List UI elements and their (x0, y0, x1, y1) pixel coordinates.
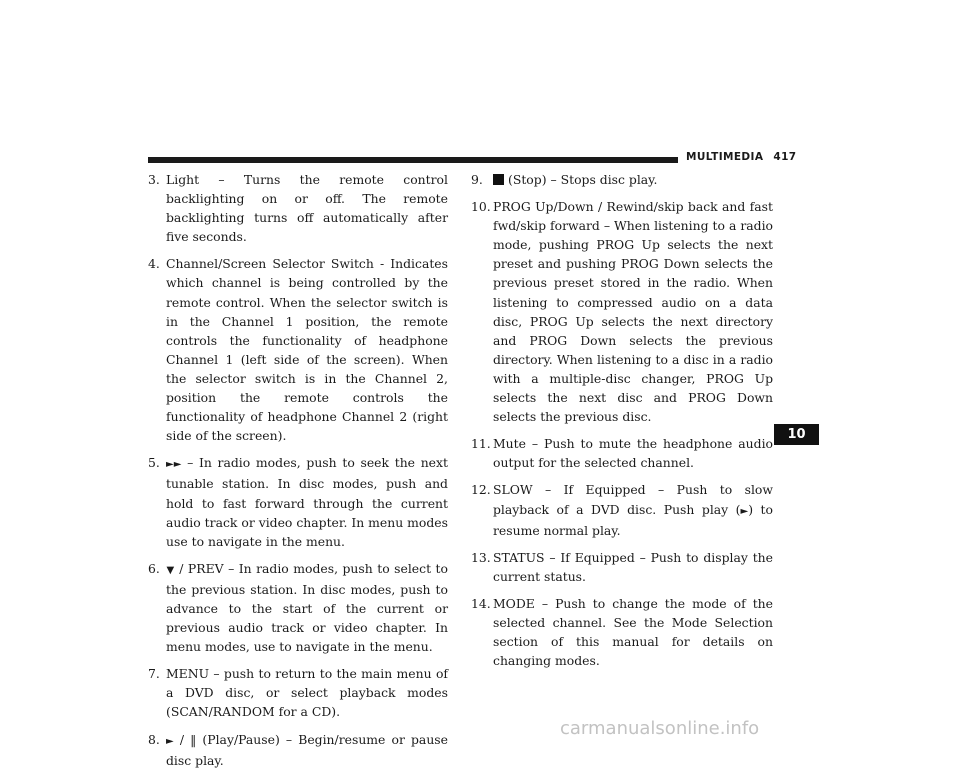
item-text-before: SLOW – If Equipped – Push to slow playback of a DVD disc. Push play ( (493, 482, 773, 517)
list-item (471, 594, 773, 670)
item-number: 3. (148, 172, 160, 187)
item-text: MENU – push to return to the main menu of a DVD disc, or select playback modes (SCAN/RANDOM for a CD). (166, 666, 448, 720)
item-text: STATUS – If Equipped – Push to display the current status. (493, 549, 773, 584)
item-text: Light – Turns the remote control backlighting on or off. The remote backlighting turns off automatically after five seconds. (166, 172, 448, 245)
list-item (148, 730, 448, 770)
list-item (471, 480, 773, 539)
running-header (686, 151, 797, 163)
item-number: 8. (148, 731, 160, 747)
item-text: / PREV – In radio modes, push to select to the previous station. In disc modes, push to advance to the start of the current or previous audio track or video chapter. In menu modes, use to navigate in the menu. (166, 560, 448, 655)
play-icon: ► (166, 735, 174, 747)
fast-forward-icon: ►► (166, 459, 182, 471)
list-item (471, 548, 773, 586)
list-item (471, 197, 773, 426)
watermark: carmanualsonline.info (560, 718, 760, 739)
play-icon: ► (740, 505, 749, 517)
item-number: 7. (148, 666, 160, 682)
item-text: Channel/Screen Selector Switch - Indicates which channel is being controlled by the remote control. When the selector switch is in the Channel 1 position, the remote controls the functionality of headphone Channel 1 (left side of the screen). When the selector switch is in the Channel 2, position the remote controls the functionality of headphone Channel 2 (right side of the screen). (166, 256, 448, 444)
list-item (471, 434, 773, 472)
item-text: (Stop) – Stops disc play. (508, 172, 658, 187)
item-text: Mute – Push to mute the headphone audio output for the selected channel. (493, 436, 773, 471)
list-item (471, 170, 773, 189)
item-text: / ‖ (Play/Pause) – Begin/resume or pause disc play. (166, 731, 448, 768)
item-text-after: ) to resume normal play. (493, 501, 773, 538)
item-number: 12. (471, 482, 491, 498)
item-number: 4. (148, 256, 160, 272)
item-number: 6. (148, 560, 160, 576)
down-arrow-icon: ▼ (166, 564, 175, 576)
item-text: MODE – Push to change the mode of the selected channel. See the Mode Selection section of this manual for details on changing modes. (493, 595, 773, 669)
item-text: – In radio modes, push to seek the next tunable station. In disc modes, push and hold to fast forward through the current audio track or video chapter. In menu modes use to navigate in the menu. (166, 455, 448, 549)
right-column (471, 170, 773, 678)
list-item (148, 170, 448, 246)
item-number: 5. (148, 455, 160, 471)
stop-icon (493, 174, 504, 185)
item-number: 13. (471, 549, 491, 565)
section-title: MULTIMEDIA (686, 151, 764, 163)
item-text: PROG Up/Down / Rewind/skip back and fast fwd/skip forward – When listening to a radio mode, pushing PROG Up selects the next preset and pushing PROG Down selects the previous preset stored in the radio. When listening to compressed audio on a data disc, PROG Up selects the next directory and PROG Down selects the previous directory. When listening to a disc in a radio with a multiple-disc changer, PROG Up selects the next disc and PROG Down selects the previous disc. (493, 199, 773, 425)
list-item (148, 254, 448, 445)
list-item (148, 664, 448, 721)
page-number: 417 (773, 151, 797, 163)
item-number: 9. (471, 172, 483, 187)
header-rule (148, 157, 678, 163)
item-number: 14. (471, 595, 491, 611)
chapter-tab: 10 (774, 424, 819, 445)
list-item (148, 453, 448, 550)
item-number: 10. (471, 199, 491, 215)
left-column (148, 170, 448, 778)
item-number: 11. (471, 436, 491, 452)
list-item (148, 559, 448, 656)
